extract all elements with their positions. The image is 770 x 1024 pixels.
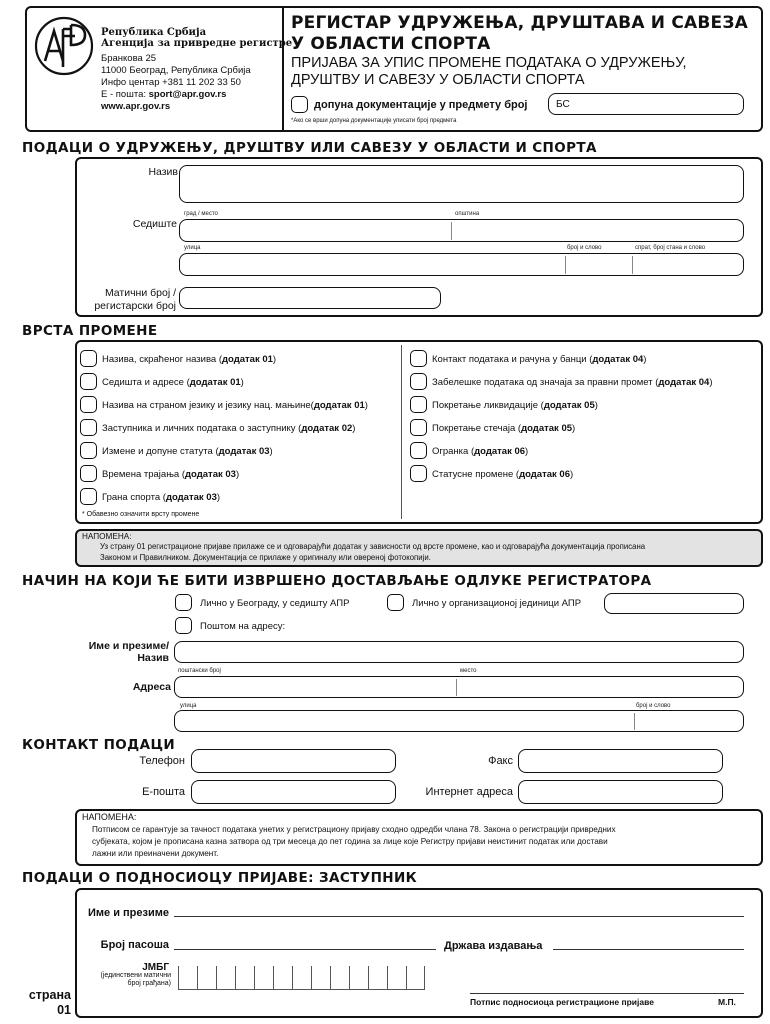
change-checkbox[interactable]: [410, 465, 427, 482]
applicant-heading: ПОДАЦИ О ПОДНОСИОЦУ ПРИЈАВЕ: ЗАСТУПНИК: [22, 870, 418, 886]
jmbg-sublabel: (јединствени матични број грађана): [100, 972, 171, 987]
jmbg-digit-cell[interactable]: [387, 966, 406, 990]
delivery-post-checkbox[interactable]: [175, 617, 192, 634]
form-subtitle: ПРИЈАВА ЗА УПИС ПРОМЕНЕ ПОДАТАКА О УДРУЖЕЊУ, ДРУШТВУ И САВЕЗУ У ОБЛАСТИ СПОРТА: [291, 55, 687, 88]
applicant-frame: [75, 888, 763, 1018]
form-title: РЕГИСТАР УДРУЖЕЊА, ДРУШТАВА И САВЕЗА У ОБЛАСТИ СПОРТА: [291, 13, 748, 54]
change-option-label: Статусне промене (додатак 06): [432, 469, 574, 480]
jmbg-digit-cell[interactable]: [330, 966, 349, 990]
delivery-address-label: Адреса: [132, 681, 171, 693]
org-name: Република Србија Агенција за привредне регистре: [101, 27, 293, 49]
change-checkbox[interactable]: [80, 465, 97, 482]
stamp-label: М.П.: [718, 997, 736, 1007]
passport-label: Број пасоша: [100, 939, 169, 951]
delivery-unit-label: Лично у организационој јединици АПР: [412, 598, 582, 609]
apr-logo: [33, 15, 95, 77]
email-label: Е-пошта: [142, 786, 185, 798]
change-option-label: Назива на страном језику и језику нац. мањине(додатак 01): [102, 400, 368, 411]
change-checkbox[interactable]: [410, 442, 427, 459]
jmbg-digit-cell[interactable]: [197, 966, 216, 990]
reg-number-label: Матични број / регистарски број: [94, 287, 176, 312]
jmbg-digit-cell[interactable]: [216, 966, 235, 990]
delivery-name-label: Име и презиме/ Назив: [88, 640, 169, 664]
delivery-street-divider: [634, 713, 635, 730]
change-checkbox[interactable]: [80, 488, 97, 505]
signature-line[interactable]: [470, 993, 744, 994]
applicant-name-label: Име и презиме: [87, 907, 169, 919]
org-contact: Бранкова 25 11000 Београд, Република Србија Инфо центар +381 11 202 33 50 Е - пошта: sport@apr.gov.rs www.apr.gov.rs: [101, 53, 251, 112]
change-option-label: Контакт података и рачуна у банци (додатак 04): [432, 354, 647, 365]
email-field[interactable]: [191, 780, 396, 804]
jmbg-digit-cell[interactable]: [349, 966, 368, 990]
change-option-label: Огранка (додатак 06): [432, 446, 529, 457]
change-note-line2: Законом и Правилником. Документација се прилаже у оригиналу или овереној фотокопији.: [100, 553, 431, 562]
change-checkbox[interactable]: [80, 442, 97, 459]
street-field[interactable]: [179, 253, 744, 276]
reg-number-field[interactable]: [179, 287, 441, 309]
change-checkbox[interactable]: [80, 396, 97, 413]
change-checkbox[interactable]: [410, 396, 427, 413]
jmbg-digit-cell[interactable]: [311, 966, 330, 990]
supplement-checkbox[interactable]: [291, 96, 308, 113]
change-checkbox[interactable]: [80, 373, 97, 390]
jmbg-digit-cell[interactable]: [235, 966, 254, 990]
change-option-label: Измене и допуне статута (додатак 03): [102, 446, 273, 457]
change-option-label: Седишта и адресе (додатак 01): [102, 377, 244, 388]
change-checkbox[interactable]: [80, 419, 97, 436]
seat-divider: [451, 222, 452, 240]
seat-label: Седиште: [132, 218, 177, 230]
name-field[interactable]: [179, 165, 744, 203]
change-option-label: Покретање стечаја (додатак 05): [432, 423, 576, 434]
contact-heading: КОНТАКТ ПОДАЦИ: [22, 737, 176, 753]
delivery-belgrade-label: Лично у Београду, у седишту АПР: [200, 598, 350, 609]
place-hint: место: [460, 668, 477, 674]
legal-note-line2: субјеката, којом је прописана казна затвора од три месеца до пет година за лице које Регистру пријави неистинит податак или достави: [92, 837, 608, 846]
change-checkbox[interactable]: [410, 350, 427, 367]
country-line[interactable]: [553, 949, 744, 950]
legal-note-title: НАПОМЕНА:: [82, 812, 137, 822]
change-checkbox[interactable]: [410, 419, 427, 436]
case-prefix: БС: [556, 99, 570, 110]
email-link[interactable]: sport@apr.gov.rs: [148, 89, 227, 100]
jmbg-digit-cell[interactable]: [273, 966, 292, 990]
delivery-heading: НАЧИН НА КОЈИ ЋЕ БИТИ ИЗВРШЕНО ДОСТАВЉАЊЕ ОДЛУКЕ РЕГИСТРАТОРА: [22, 573, 652, 589]
mandatory-note: * Обавезно означити врсту промене: [82, 511, 200, 518]
postal-hint: поштански број: [178, 668, 221, 674]
supplement-label: допуна документације у предмету број: [314, 99, 528, 111]
delivery-name-field[interactable]: [174, 641, 744, 663]
municipality-hint: општина: [455, 211, 480, 217]
phone-label: Телефон: [139, 755, 185, 767]
phone-field[interactable]: [191, 749, 396, 773]
street-divider-1: [565, 256, 566, 274]
jmbg-digit-cell[interactable]: [178, 966, 197, 990]
page-number: страна 01: [28, 988, 71, 1017]
change-type-heading: ВРСТА ПРОМЕНЕ: [22, 323, 158, 339]
delivery-street-field[interactable]: [174, 710, 744, 732]
street-hint: улица: [184, 245, 201, 251]
change-note-line1: Уз страну 01 регистрационе пријаве прилаже се и одговарајући додатак у зависности од врсте промене, као и одговарајућа документација прописана: [100, 542, 646, 551]
change-option-label: Грана спорта (додатак 03): [102, 492, 221, 503]
fax-label: Факс: [488, 755, 513, 767]
delivery-unit-field[interactable]: [604, 593, 744, 614]
change-option-label: Времена трајања (додатак 03): [102, 469, 240, 480]
city-hint: град / место: [184, 211, 218, 217]
supplement-footnote: *Ако се врши допуна документације уписати број предмета: [291, 118, 457, 124]
jmbg-digit-cell[interactable]: [292, 966, 311, 990]
seat-field[interactable]: [179, 219, 744, 242]
street-divider-2: [632, 256, 633, 274]
association-heading: ПОДАЦИ О УДРУЖЕЊУ, ДРУШТВУ ИЛИ САВЕЗУ У ОБЛАСТИ И СПОРТА: [22, 140, 597, 156]
web-link[interactable]: www.apr.gov.rs: [101, 101, 171, 112]
change-note-title: НАПОМЕНА:: [82, 532, 132, 541]
website-field[interactable]: [518, 780, 723, 804]
legal-note-line3: лажни или преиначени документ.: [92, 849, 219, 858]
change-checkbox[interactable]: [410, 373, 427, 390]
change-option-label: Покретање ликвидације (додатак 05): [432, 400, 598, 411]
change-option-label: Назива, скраћеног назива (додатак 01): [102, 354, 277, 365]
change-option-label: Заступника и личних података о заступнику (додатак 02): [102, 423, 356, 434]
applicant-name-line[interactable]: [174, 916, 744, 917]
delivery-post-label: Поштом на адресу:: [200, 621, 286, 632]
jmbg-digit-cell[interactable]: [368, 966, 387, 990]
delivery-street-hint: улица: [180, 703, 197, 709]
header-divider: [282, 7, 284, 131]
jmbg-digit-cell[interactable]: [406, 966, 425, 990]
change-checkbox[interactable]: [80, 350, 97, 367]
fax-field[interactable]: [518, 749, 723, 773]
website-label: Интернет адреса: [425, 786, 513, 798]
jmbg-digit-cell[interactable]: [254, 966, 273, 990]
change-option-label: Забелешке података од значаја за правни промет (додатак 04): [432, 377, 713, 388]
jmbg-label: ЈМБГ: [142, 962, 169, 973]
delivery-number-hint: број и слово: [636, 703, 671, 709]
passport-line[interactable]: [174, 949, 436, 950]
name-label: Назив: [148, 166, 178, 178]
floor-hint: спрат, број стана и слово: [635, 245, 706, 251]
delivery-unit-checkbox[interactable]: [387, 594, 404, 611]
legal-note-line1: Потписом се гарантује за тачност података унетих у регистрациону пријаву сходно одредби члана 78. Закона о регистрацији привредних: [92, 825, 616, 834]
case-number-field[interactable]: [548, 93, 744, 115]
postal-divider: [456, 679, 457, 696]
country-label: Држава издавања: [444, 940, 543, 952]
signature-label: Потпис подносиоца регистрационе пријаве: [470, 997, 654, 1007]
number-hint: број и слово: [567, 245, 602, 251]
delivery-belgrade-checkbox[interactable]: [175, 594, 192, 611]
change-type-divider: [401, 345, 402, 519]
delivery-postal-field[interactable]: [174, 676, 744, 698]
